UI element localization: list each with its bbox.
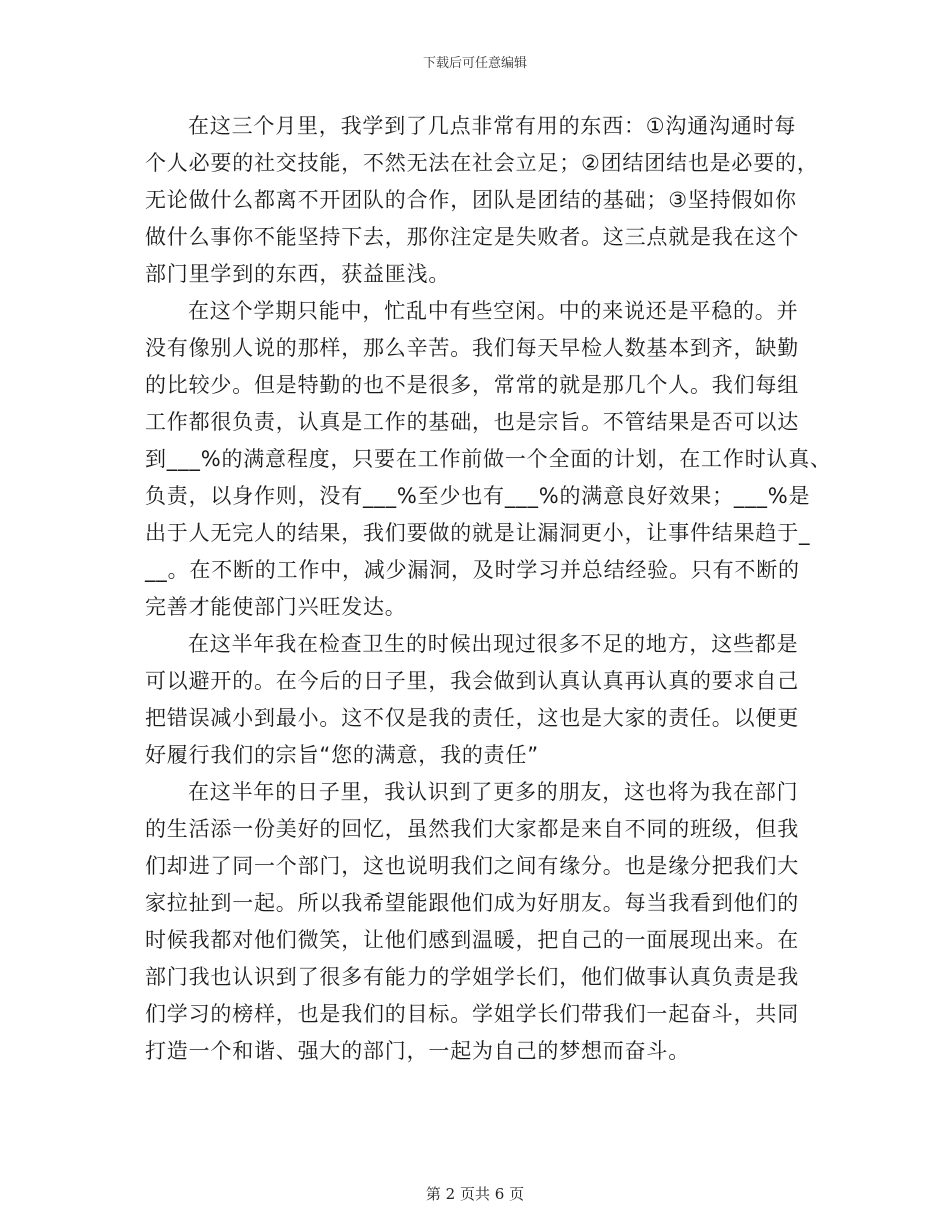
text-line: 打造一个和谐、强大的部门，一起为自己的梦想而奋斗。 [145, 1039, 690, 1063]
text-line: 在这半年我在检查卫生的时候出现过很多不足的地方，这些都是 [188, 632, 799, 656]
text-line: 们学习的榜样，也是我们的目标。学姐学长们带我们一起奋斗，共同 [145, 1002, 799, 1026]
text-line: 完善才能使部门兴旺发达。 [145, 595, 407, 619]
text-line: 工作都很负责，认真是工作的基础，也是宗旨。不管结果是否可以达 [145, 410, 799, 434]
text-line: 的比较少。但是特勤的也不是很多，常常的就是那几个人。我们每组 [145, 373, 799, 397]
text-line: 时候我都对他们微笑，让他们感到温暖，把自己的一面展现出来。在 [145, 928, 799, 952]
text-line: 可以避开的。在今后的日子里，我会做到认真认真再认真的要求自己 [145, 669, 799, 693]
text-line: 负责，以身作则，没有___%至少也有___%的满意良好效果；___%是 [145, 484, 811, 508]
text-line: 部门里学到的东西，获益匪浅。 [145, 262, 451, 286]
text-line: 家拉扯到一起。所以我希望能跟他们成为好朋友。每当我看到他们的 [145, 891, 799, 915]
text-line: 在这三个月里，我学到了几点非常有用的东西：①沟通沟通时每 [188, 114, 797, 138]
text-line: 在这个学期只能中，忙乱中有些空闲。中的来说还是平稳的。并 [188, 299, 799, 323]
text-line: 个人必要的社交技能，不然无法在社会立足；②团结团结也是必要的， [145, 151, 819, 175]
document-body [145, 108, 832, 1070]
text-line: 们却进了同一个部门，这也说明我们之间有缘分。也是缘分把我们大 [145, 854, 799, 878]
text-line: 在这半年的日子里，我认识到了更多的朋友，这也将为我在部门 [188, 780, 799, 804]
text-line: 无论做什么都离不开团队的合作，团队是团结的基础；③坚持假如你 [145, 188, 797, 212]
text-line: 的生活添一份美好的回忆，虽然我们大家都是来自不同的班级，但我 [145, 817, 799, 841]
text-line: 到___%的满意程度，只要在工作前做一个全面的计划，在工作时认真、 [145, 447, 832, 471]
text-line: 把错误减小到最小。这不仅是我的责任，这也是大家的责任。以便更 [145, 706, 799, 730]
text-line: __。在不断的工作中，减少漏洞，及时学习并总结经验。只有不断的 [145, 558, 800, 582]
text-line: 没有像别人说的那样，那么辛苦。我们每天早检人数基本到齐，缺勤 [145, 336, 799, 360]
text-line: 出于人无完人的结果，我们要做的就是让漏洞更小，让事件结果趋于_ [145, 521, 811, 545]
page-header: 下载后可任意编辑 [422, 56, 527, 71]
page-footer: 第 2 页共 6 页 [425, 1185, 525, 1203]
text-line: 做什么事你不能坚持下去，那你注定是失败者。这三点就是我在这个 [145, 225, 799, 249]
text-line: 部门我也认识到了很多有能力的学姐学长们，他们做事认真负责是我 [145, 965, 799, 989]
text-line: 好履行我们的宗旨“您的满意，我的责任” [145, 743, 539, 767]
